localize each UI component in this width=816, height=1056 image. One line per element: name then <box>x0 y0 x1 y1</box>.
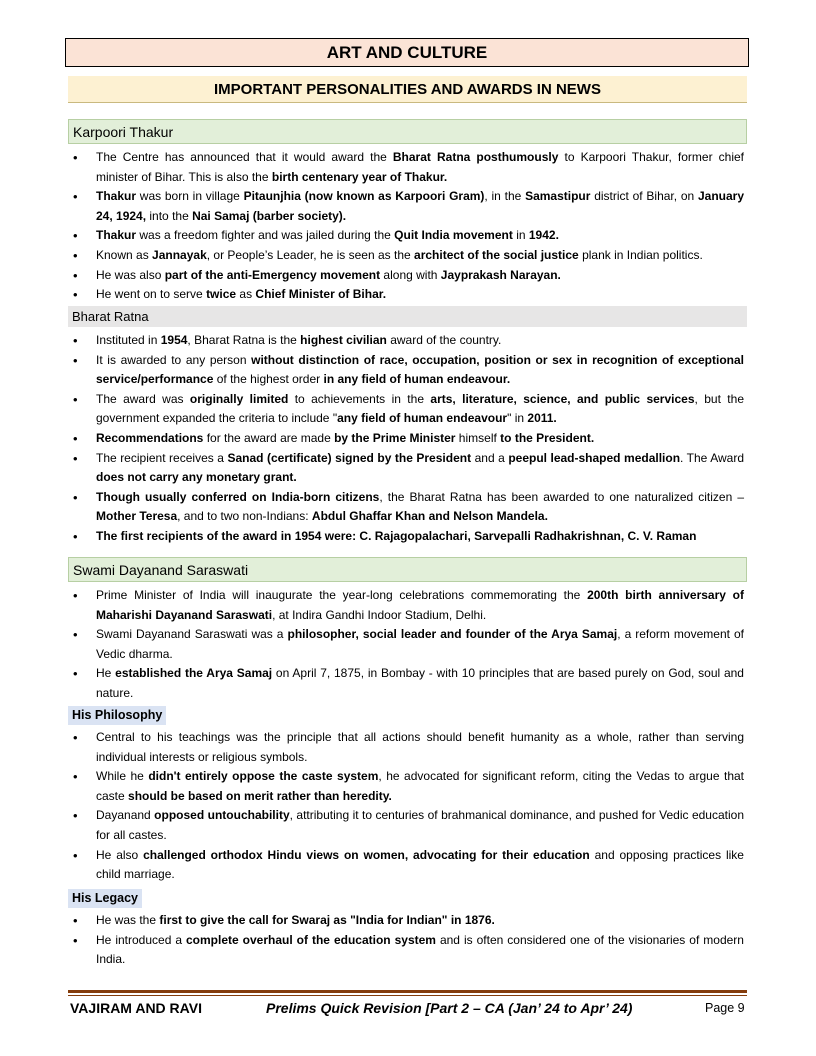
list-karpoori-thakur <box>72 148 744 305</box>
heading-dayanand-saraswati: Swami Dayanand Saraswati <box>68 557 747 582</box>
list-his-legacy <box>72 911 744 970</box>
list-item: • The recipient receives a Sanad (certificate) signed by the President and a peepul lead-shaped medallion. The Award does not carry any monetary grant. <box>72 449 744 488</box>
footer-rule-thick <box>68 990 747 993</box>
footer-brand: VAJIRAM AND RAVI <box>70 1000 202 1016</box>
list-item: • While he didn't entirely oppose the caste system, he advocated for significant reform, citing the Vedas to argue that caste should be based on merit rather than heredity. <box>72 767 744 806</box>
list-item: • He was the first to give the call for Swaraj as "India for Indian" in 1876. <box>72 911 744 931</box>
list-item: • Known as Jannayak, or People’s Leader, he is seen as the architect of the social justice plank in Indian politics. <box>72 246 744 266</box>
list-item: • Instituted in 1954, Bharat Ratna is the highest civilian award of the country. <box>72 331 744 351</box>
list-item: • The Centre has announced that it would award the Bharat Ratna posthumously to Karpoori Thakur, former chief minister of Bihar. This is also the birth centenary year of Thakur. <box>72 148 744 187</box>
list-item: • He also challenged orthodox Hindu views on women, advocating for their education and opposing practices like child marriage. <box>72 846 744 885</box>
list-item: • Recommendations for the award are made by the Prime Minister himself to the President. <box>72 429 744 449</box>
list-item: • It is awarded to any person without distinction of race, occupation, position or sex in recognition of exceptional service/performance of the highest order in any field of human endeavour. <box>72 351 744 390</box>
section-title: IMPORTANT PERSONALITIES AND AWARDS IN NEWS <box>68 76 747 103</box>
page-title: ART AND CULTURE <box>65 38 749 67</box>
list-item: • The first recipients of the award in 1954 were: C. Rajagopalachari, Sarvepalli Radhakrishnan, C. V. Raman <box>72 527 744 547</box>
heading-his-legacy: His Legacy <box>68 889 142 908</box>
list-item: • He was also part of the anti-Emergency movement along with Jayprakash Narayan. <box>72 266 744 286</box>
heading-his-philosophy: His Philosophy <box>68 706 166 725</box>
list-item: • Though usually conferred on India-born citizens, the Bharat Ratna has been awarded to one naturalized citizen – Mother Teresa, and to two non-Indians: Abdul Ghaffar Khan and Nelson Mandela. <box>72 488 744 527</box>
page-number: Page 9 <box>705 1001 745 1015</box>
list-item: • The award was originally limited to achievements in the arts, literature, science, and public services, but the government expanded the criteria to include "any field of human endeavour" in 2011. <box>72 390 744 429</box>
list-item: • Swami Dayanand Saraswati was a philosopher, social leader and founder of the Arya Samaj, a reform movement of Vedic dharma. <box>72 625 744 664</box>
footer-series: Prelims Quick Revision [Part 2 – CA (Jan’ 24 to Apr’ 24) <box>266 1000 633 1016</box>
list-item: • Thakur was a freedom fighter and was jailed during the Quit India movement in 1942. <box>72 226 744 246</box>
list-his-philosophy <box>72 728 744 885</box>
heading-bharat-ratna: Bharat Ratna <box>68 306 747 327</box>
list-bharat-ratna <box>72 331 744 547</box>
list-item: • Prime Minister of India will inaugurate the year-long celebrations commemorating the 200th birth anniversary of Maharishi Dayanand Saraswati, at Indira Gandhi Indoor Stadium, Delhi. <box>72 586 744 625</box>
list-item: • Dayanand opposed untouchability, attributing it to centuries of brahmanical dominance, and pushed for Vedic education for all castes. <box>72 806 744 845</box>
list-item: • He established the Arya Samaj on April 7, 1875, in Bombay - with 10 principles that are based purely on God, soul and nature. <box>72 664 744 703</box>
heading-karpoori-thakur: Karpoori Thakur <box>68 119 747 144</box>
list-dayanand-saraswati <box>72 586 744 704</box>
list-item: • Thakur was born in village Pitaunjhia (now known as Karpoori Gram), in the Samastipur district of Bihar, on January 24, 1924, into the Nai Samaj (barber society). <box>72 187 744 226</box>
list-item: • Central to his teachings was the principle that all actions should benefit humanity as a whole, rather than serving individual interests or religious symbols. <box>72 728 744 767</box>
list-item: • He introduced a complete overhaul of the education system and is often considered one of the visionaries of modern India. <box>72 931 744 970</box>
list-item: • He went on to serve twice as Chief Minister of Bihar. <box>72 285 744 305</box>
footer-rule-thin <box>68 995 747 996</box>
